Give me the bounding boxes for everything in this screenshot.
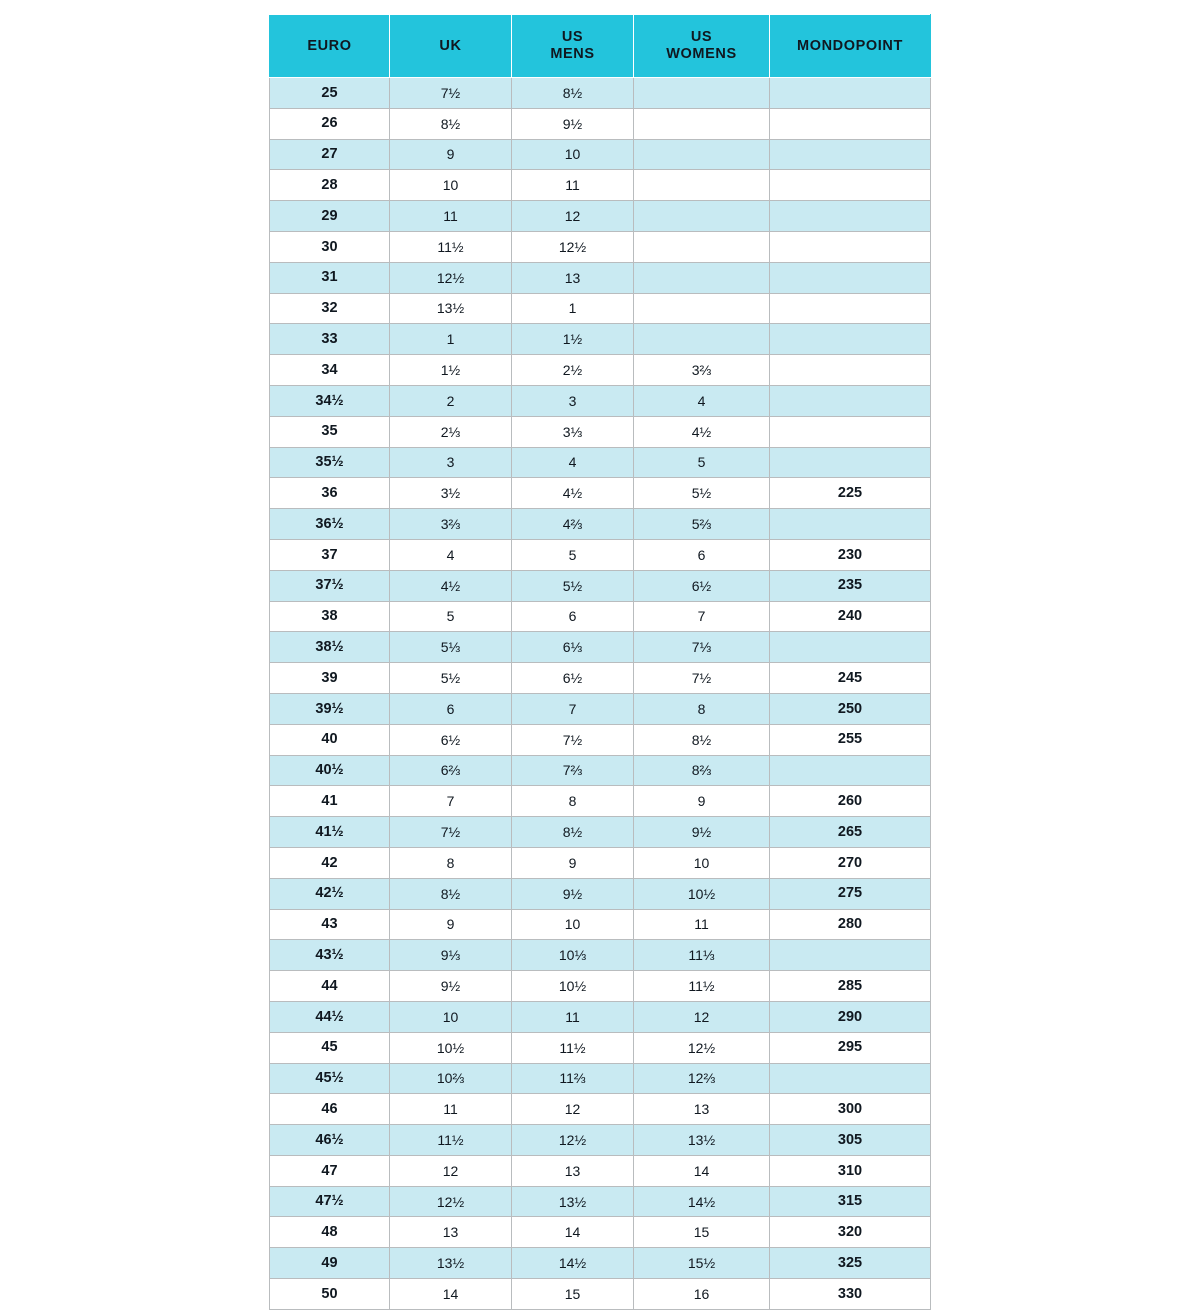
table-row bbox=[270, 509, 931, 540]
table-row bbox=[270, 724, 931, 755]
cell-uk: 3½ bbox=[390, 478, 512, 509]
cell-euro: 39 bbox=[270, 663, 390, 694]
cell-uk: 7½ bbox=[390, 78, 512, 109]
table-row bbox=[270, 385, 931, 416]
cell-euro: 32 bbox=[270, 293, 390, 324]
cell-uk: 1½ bbox=[390, 355, 512, 386]
cell-uk: 12½ bbox=[390, 262, 512, 293]
cell-us-mens: 11⅔ bbox=[512, 1063, 634, 1094]
cell-mondo: 310 bbox=[770, 1155, 931, 1186]
cell-mondo: 305 bbox=[770, 1125, 931, 1156]
cell-euro: 43 bbox=[270, 909, 390, 940]
table-row bbox=[270, 108, 931, 139]
table-header bbox=[270, 15, 931, 78]
cell-uk: 9 bbox=[390, 909, 512, 940]
cell-mondo bbox=[770, 170, 931, 201]
cell-euro: 42½ bbox=[270, 878, 390, 909]
cell-us-womens: 8⅔ bbox=[634, 755, 770, 786]
cell-uk: 13½ bbox=[390, 1248, 512, 1279]
table-row bbox=[270, 909, 931, 940]
cell-uk: 13 bbox=[390, 1217, 512, 1248]
cell-us-mens: 7½ bbox=[512, 724, 634, 755]
cell-uk: 3⅔ bbox=[390, 509, 512, 540]
table-row bbox=[270, 1063, 931, 1094]
cell-us-mens: 5½ bbox=[512, 570, 634, 601]
cell-euro: 39½ bbox=[270, 693, 390, 724]
cell-us-mens: 12½ bbox=[512, 1125, 634, 1156]
cell-mondo: 240 bbox=[770, 601, 931, 632]
table-row bbox=[270, 1001, 931, 1032]
cell-mondo: 325 bbox=[770, 1248, 931, 1279]
table-row bbox=[270, 447, 931, 478]
table-row bbox=[270, 1125, 931, 1156]
cell-us-mens: 14½ bbox=[512, 1248, 634, 1279]
cell-us-mens: 4½ bbox=[512, 478, 634, 509]
cell-euro: 27 bbox=[270, 139, 390, 170]
cell-uk: 13½ bbox=[390, 293, 512, 324]
cell-us-mens: 3 bbox=[512, 385, 634, 416]
table-row bbox=[270, 693, 931, 724]
cell-us-womens: 16 bbox=[634, 1279, 770, 1310]
size-chart-container bbox=[269, 14, 930, 1310]
cell-euro: 36 bbox=[270, 478, 390, 509]
cell-uk: 4½ bbox=[390, 570, 512, 601]
table-row bbox=[270, 139, 931, 170]
table-row bbox=[270, 355, 931, 386]
cell-mondo bbox=[770, 385, 931, 416]
cell-mondo bbox=[770, 108, 931, 139]
cell-us-womens: 7 bbox=[634, 601, 770, 632]
cell-mondo: 290 bbox=[770, 1001, 931, 1032]
cell-euro: 28 bbox=[270, 170, 390, 201]
cell-us-womens: 12½ bbox=[634, 1032, 770, 1063]
header-uk-line-0: UK bbox=[439, 37, 462, 54]
cell-us-womens: 14½ bbox=[634, 1186, 770, 1217]
cell-uk: 6 bbox=[390, 693, 512, 724]
cell-mondo bbox=[770, 1063, 931, 1094]
cell-us-mens: 11 bbox=[512, 1001, 634, 1032]
cell-euro: 50 bbox=[270, 1279, 390, 1310]
table-row bbox=[270, 78, 931, 109]
cell-us-mens: 13½ bbox=[512, 1186, 634, 1217]
cell-us-mens: 4 bbox=[512, 447, 634, 478]
cell-us-womens bbox=[634, 201, 770, 232]
cell-euro: 43½ bbox=[270, 940, 390, 971]
cell-us-womens: 12⅔ bbox=[634, 1063, 770, 1094]
cell-uk: 10 bbox=[390, 1001, 512, 1032]
header-us-womens-line-0: US bbox=[690, 29, 713, 46]
cell-us-mens: 9½ bbox=[512, 108, 634, 139]
table-row bbox=[270, 663, 931, 694]
cell-us-womens: 5½ bbox=[634, 478, 770, 509]
table-row bbox=[270, 971, 931, 1002]
cell-mondo bbox=[770, 447, 931, 478]
cell-euro: 34 bbox=[270, 355, 390, 386]
cell-uk: 7 bbox=[390, 786, 512, 817]
cell-us-womens: 4½ bbox=[634, 416, 770, 447]
header-uk bbox=[390, 15, 512, 78]
table-row bbox=[270, 324, 931, 355]
table-row bbox=[270, 1094, 931, 1125]
cell-uk: 6½ bbox=[390, 724, 512, 755]
header-us-womens bbox=[634, 15, 770, 78]
cell-us-womens: 6½ bbox=[634, 570, 770, 601]
cell-euro: 35½ bbox=[270, 447, 390, 478]
table-row bbox=[270, 755, 931, 786]
cell-us-mens: 1½ bbox=[512, 324, 634, 355]
cell-euro: 36½ bbox=[270, 509, 390, 540]
table-row bbox=[270, 539, 931, 570]
cell-mondo bbox=[770, 509, 931, 540]
cell-us-mens: 15 bbox=[512, 1279, 634, 1310]
cell-mondo bbox=[770, 262, 931, 293]
table-row bbox=[270, 1279, 931, 1310]
cell-uk: 11½ bbox=[390, 231, 512, 262]
cell-mondo: 235 bbox=[770, 570, 931, 601]
cell-us-womens: 7⅓ bbox=[634, 632, 770, 663]
cell-us-mens: 9 bbox=[512, 847, 634, 878]
table-row bbox=[270, 601, 931, 632]
cell-mondo bbox=[770, 632, 931, 663]
cell-euro: 37½ bbox=[270, 570, 390, 601]
cell-us-womens bbox=[634, 293, 770, 324]
cell-mondo bbox=[770, 201, 931, 232]
cell-mondo: 320 bbox=[770, 1217, 931, 1248]
table-row bbox=[270, 231, 931, 262]
header-us-mens-line-1: MENS bbox=[550, 46, 595, 62]
cell-mondo: 330 bbox=[770, 1279, 931, 1310]
table-body bbox=[270, 78, 931, 1310]
cell-us-womens: 11½ bbox=[634, 971, 770, 1002]
cell-euro: 30 bbox=[270, 231, 390, 262]
cell-us-womens: 13 bbox=[634, 1094, 770, 1125]
cell-euro: 47 bbox=[270, 1155, 390, 1186]
cell-us-mens: 12 bbox=[512, 1094, 634, 1125]
table-row bbox=[270, 1248, 931, 1279]
cell-euro: 31 bbox=[270, 262, 390, 293]
cell-mondo bbox=[770, 293, 931, 324]
cell-uk: 9 bbox=[390, 139, 512, 170]
cell-euro: 41 bbox=[270, 786, 390, 817]
cell-us-mens: 1 bbox=[512, 293, 634, 324]
cell-us-mens: 10⅓ bbox=[512, 940, 634, 971]
cell-uk: 8½ bbox=[390, 878, 512, 909]
cell-mondo bbox=[770, 355, 931, 386]
table-row bbox=[270, 478, 931, 509]
shoe-size-conversion-table bbox=[269, 14, 931, 1310]
cell-uk: 8½ bbox=[390, 108, 512, 139]
cell-us-mens: 8 bbox=[512, 786, 634, 817]
cell-us-mens: 10 bbox=[512, 909, 634, 940]
cell-us-womens: 10 bbox=[634, 847, 770, 878]
cell-uk: 12 bbox=[390, 1155, 512, 1186]
table-row bbox=[270, 1032, 931, 1063]
cell-euro: 34½ bbox=[270, 385, 390, 416]
cell-us-mens: 13 bbox=[512, 262, 634, 293]
cell-mondo bbox=[770, 324, 931, 355]
cell-us-mens: 7⅔ bbox=[512, 755, 634, 786]
table-row bbox=[270, 940, 931, 971]
cell-mondo bbox=[770, 139, 931, 170]
cell-uk: 5½ bbox=[390, 663, 512, 694]
table-row bbox=[270, 416, 931, 447]
cell-us-womens bbox=[634, 324, 770, 355]
header-us-mens bbox=[512, 15, 634, 78]
cell-us-womens: 15 bbox=[634, 1217, 770, 1248]
cell-euro: 41½ bbox=[270, 817, 390, 848]
cell-mondo: 255 bbox=[770, 724, 931, 755]
cell-uk: 4 bbox=[390, 539, 512, 570]
cell-euro: 26 bbox=[270, 108, 390, 139]
cell-us-womens: 12 bbox=[634, 1001, 770, 1032]
cell-us-mens: 13 bbox=[512, 1155, 634, 1186]
cell-us-womens: 8 bbox=[634, 693, 770, 724]
cell-euro: 45½ bbox=[270, 1063, 390, 1094]
cell-uk: 11½ bbox=[390, 1125, 512, 1156]
cell-mondo: 250 bbox=[770, 693, 931, 724]
cell-us-mens: 14 bbox=[512, 1217, 634, 1248]
cell-us-mens: 10½ bbox=[512, 971, 634, 1002]
cell-mondo bbox=[770, 416, 931, 447]
cell-euro: 40 bbox=[270, 724, 390, 755]
cell-us-womens: 10½ bbox=[634, 878, 770, 909]
cell-us-womens bbox=[634, 170, 770, 201]
cell-mondo: 300 bbox=[770, 1094, 931, 1125]
cell-us-mens: 4⅔ bbox=[512, 509, 634, 540]
cell-euro: 38 bbox=[270, 601, 390, 632]
cell-uk: 10½ bbox=[390, 1032, 512, 1063]
cell-euro: 38½ bbox=[270, 632, 390, 663]
table-row bbox=[270, 847, 931, 878]
cell-mondo bbox=[770, 231, 931, 262]
header-row bbox=[270, 15, 931, 78]
cell-uk: 6⅔ bbox=[390, 755, 512, 786]
table-row bbox=[270, 1186, 931, 1217]
cell-us-womens: 5 bbox=[634, 447, 770, 478]
cell-euro: 44 bbox=[270, 971, 390, 1002]
cell-euro: 29 bbox=[270, 201, 390, 232]
cell-us-womens: 9 bbox=[634, 786, 770, 817]
cell-us-mens: 7 bbox=[512, 693, 634, 724]
cell-us-womens bbox=[634, 78, 770, 109]
cell-us-womens: 11⅓ bbox=[634, 940, 770, 971]
cell-us-mens: 11½ bbox=[512, 1032, 634, 1063]
cell-mondo bbox=[770, 755, 931, 786]
cell-us-womens: 4 bbox=[634, 385, 770, 416]
cell-us-womens: 5⅔ bbox=[634, 509, 770, 540]
table-row bbox=[270, 170, 931, 201]
cell-mondo: 280 bbox=[770, 909, 931, 940]
cell-euro: 25 bbox=[270, 78, 390, 109]
cell-euro: 47½ bbox=[270, 1186, 390, 1217]
cell-euro: 42 bbox=[270, 847, 390, 878]
cell-us-womens: 15½ bbox=[634, 1248, 770, 1279]
cell-uk: 5 bbox=[390, 601, 512, 632]
cell-uk: 5⅓ bbox=[390, 632, 512, 663]
header-mondopoint bbox=[770, 15, 931, 78]
cell-uk: 9½ bbox=[390, 971, 512, 1002]
table-row bbox=[270, 817, 931, 848]
table-row bbox=[270, 262, 931, 293]
cell-uk: 9⅓ bbox=[390, 940, 512, 971]
cell-us-mens: 10 bbox=[512, 139, 634, 170]
cell-mondo bbox=[770, 78, 931, 109]
cell-us-womens bbox=[634, 108, 770, 139]
cell-uk: 10 bbox=[390, 170, 512, 201]
cell-mondo bbox=[770, 940, 931, 971]
cell-us-womens bbox=[634, 139, 770, 170]
cell-us-mens: 9½ bbox=[512, 878, 634, 909]
cell-euro: 40½ bbox=[270, 755, 390, 786]
header-euro bbox=[270, 15, 390, 78]
cell-euro: 35 bbox=[270, 416, 390, 447]
cell-uk: 2 bbox=[390, 385, 512, 416]
cell-euro: 44½ bbox=[270, 1001, 390, 1032]
cell-mondo: 275 bbox=[770, 878, 931, 909]
cell-mondo: 230 bbox=[770, 539, 931, 570]
cell-euro: 48 bbox=[270, 1217, 390, 1248]
cell-mondo: 315 bbox=[770, 1186, 931, 1217]
cell-us-mens: 2½ bbox=[512, 355, 634, 386]
cell-uk: 3 bbox=[390, 447, 512, 478]
cell-us-mens: 6 bbox=[512, 601, 634, 632]
cell-uk: 12½ bbox=[390, 1186, 512, 1217]
cell-uk: 11 bbox=[390, 201, 512, 232]
cell-us-mens: 12 bbox=[512, 201, 634, 232]
cell-us-mens: 6½ bbox=[512, 663, 634, 694]
cell-us-womens: 3⅔ bbox=[634, 355, 770, 386]
cell-us-womens: 11 bbox=[634, 909, 770, 940]
cell-euro: 45 bbox=[270, 1032, 390, 1063]
cell-us-mens: 5 bbox=[512, 539, 634, 570]
cell-us-womens: 9½ bbox=[634, 817, 770, 848]
header-euro-line-0: EURO bbox=[307, 37, 352, 54]
cell-us-mens: 11 bbox=[512, 170, 634, 201]
cell-uk: 10⅔ bbox=[390, 1063, 512, 1094]
header-us-womens-line-1: WOMENS bbox=[666, 46, 737, 62]
table-row bbox=[270, 1155, 931, 1186]
cell-us-mens: 3⅓ bbox=[512, 416, 634, 447]
cell-uk: 1 bbox=[390, 324, 512, 355]
cell-us-mens: 12½ bbox=[512, 231, 634, 262]
cell-euro: 46 bbox=[270, 1094, 390, 1125]
cell-euro: 33 bbox=[270, 324, 390, 355]
table-row bbox=[270, 786, 931, 817]
table-row bbox=[270, 293, 931, 324]
table-row bbox=[270, 878, 931, 909]
table-row bbox=[270, 201, 931, 232]
cell-us-mens: 8½ bbox=[512, 78, 634, 109]
cell-uk: 2⅓ bbox=[390, 416, 512, 447]
cell-euro: 46½ bbox=[270, 1125, 390, 1156]
table-row bbox=[270, 570, 931, 601]
cell-mondo: 260 bbox=[770, 786, 931, 817]
header-us-mens-line-0: US bbox=[561, 29, 584, 46]
cell-uk: 7½ bbox=[390, 817, 512, 848]
cell-mondo: 285 bbox=[770, 971, 931, 1002]
cell-uk: 11 bbox=[390, 1094, 512, 1125]
cell-mondo: 270 bbox=[770, 847, 931, 878]
cell-euro: 49 bbox=[270, 1248, 390, 1279]
cell-us-mens: 8½ bbox=[512, 817, 634, 848]
cell-us-womens: 6 bbox=[634, 539, 770, 570]
table-row bbox=[270, 632, 931, 663]
cell-mondo: 245 bbox=[770, 663, 931, 694]
cell-us-womens bbox=[634, 262, 770, 293]
cell-us-womens: 7½ bbox=[634, 663, 770, 694]
cell-us-womens: 8½ bbox=[634, 724, 770, 755]
cell-us-womens: 13½ bbox=[634, 1125, 770, 1156]
cell-mondo: 295 bbox=[770, 1032, 931, 1063]
table-row bbox=[270, 1217, 931, 1248]
cell-mondo: 265 bbox=[770, 817, 931, 848]
cell-us-womens: 14 bbox=[634, 1155, 770, 1186]
cell-us-womens bbox=[634, 231, 770, 262]
header-mondopoint-line-0: MONDOPOINT bbox=[797, 37, 903, 54]
cell-us-mens: 6⅓ bbox=[512, 632, 634, 663]
cell-euro: 37 bbox=[270, 539, 390, 570]
cell-uk: 14 bbox=[390, 1279, 512, 1310]
cell-mondo: 225 bbox=[770, 478, 931, 509]
cell-uk: 8 bbox=[390, 847, 512, 878]
